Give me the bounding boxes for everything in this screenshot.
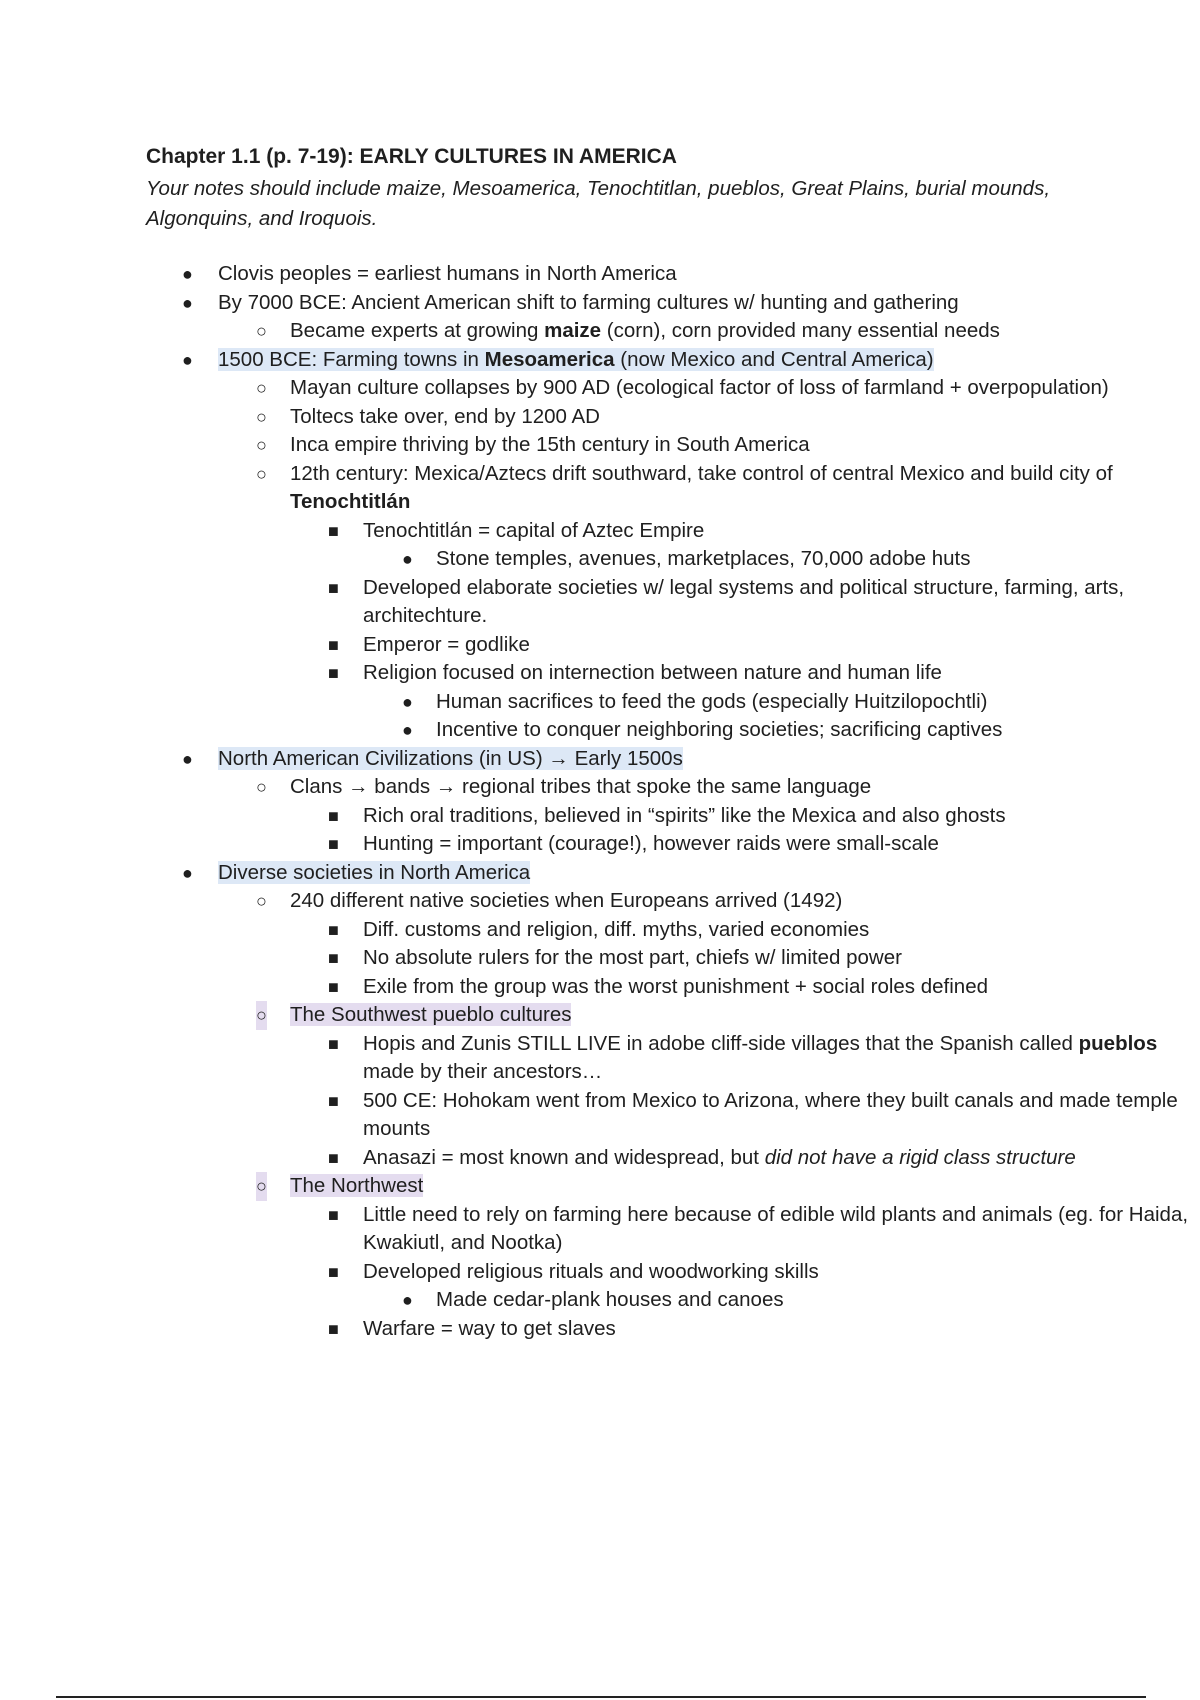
circle-bullet-icon: ○ xyxy=(256,435,267,455)
list-item: ● Clovis peoples = earliest humans in North America xyxy=(0,260,1200,289)
list-item: ■ Anasazi = most known and widespread, but did not have a rigid class structure xyxy=(0,1144,1200,1173)
list-item: ○ 240 different native societies when Europeans arrived (1492) xyxy=(0,887,1200,916)
bullet-icon: ● xyxy=(402,691,413,712)
square-bullet-icon: ■ xyxy=(328,1090,339,1111)
circle-bullet-icon: ○ xyxy=(256,406,267,427)
list-item: ■ Religion focused on internection between nature and human life xyxy=(0,659,1200,688)
square-bullet-icon: ■ xyxy=(328,1033,339,1054)
bullet-icon: ● xyxy=(402,549,413,569)
circle-bullet-icon: ○ xyxy=(256,321,267,341)
list-item: ● Incentive to conquer neighboring societies; sacrificing captives xyxy=(0,716,1200,745)
page-subtitle: Your notes should include maize, Mesoamerica, Tenochtitlan, pueblos, Great Plains, burial mounds, Algonquins, and Iroquois. xyxy=(146,177,1051,230)
highlighted-text: The Southwest pueblo cultures xyxy=(290,1003,572,1026)
list-item: ■ Hopis and Zunis STILL LIVE in adobe cliff-side villages that the Spanish called pueblos made by their ancestors… xyxy=(328,1031,1158,1083)
list-item: ■ No absolute rulers for the most part, chiefs w/ limited power xyxy=(0,944,1200,973)
square-bullet-icon: ■ xyxy=(328,1261,339,1282)
square-bullet-icon: ■ xyxy=(328,1318,339,1339)
list-item: ■ Exile from the group was the worst punishment + social roles defined xyxy=(0,973,1200,1002)
list-item xyxy=(0,745,1200,774)
bottom-divider xyxy=(56,1696,1146,1698)
list-item: ○ Toltecs take over, end by 1200 AD xyxy=(0,403,1200,432)
bullet-icon: ● xyxy=(182,292,193,313)
square-bullet-icon: ■ xyxy=(328,577,339,598)
highlighted-text: North American Civilizations (in US) → Early 1500s xyxy=(218,746,683,770)
list-item xyxy=(0,859,1200,888)
list-item: ■ Hunting = important (courage!), however raids were small-scale xyxy=(0,830,1200,859)
list-item: ● Stone temples, avenues, marketplaces, 70,000 adobe huts xyxy=(0,545,1200,574)
square-bullet-icon: ■ xyxy=(328,1147,339,1168)
square-bullet-icon: ■ xyxy=(328,948,339,968)
circle-bullet-icon: ○ xyxy=(256,378,267,398)
list-item xyxy=(0,346,1200,375)
bullet-icon: ● xyxy=(182,264,193,284)
circle-bullet-icon: ○ xyxy=(256,777,267,797)
list-item: ○ Mayan culture collapses by 900 AD (ecological factor of loss of farmland + overpopulation) xyxy=(0,374,1200,403)
square-bullet-icon: ■ xyxy=(328,834,339,854)
list-item: ● By 7000 BCE: Ancient American shift to farming cultures w/ hunting and gathering xyxy=(0,289,1200,318)
page-title: Chapter 1.1 (p. 7-19): EARLY CULTURES IN AMERICA xyxy=(146,145,677,168)
highlighted-text: The Northwest xyxy=(290,1174,424,1197)
list-item xyxy=(0,1172,1200,1201)
list-item: ■ Diff. customs and religion, diff. myths, varied economies xyxy=(0,916,1200,945)
list-item: ○ Inca empire thriving by the 15th century in South America xyxy=(0,431,1200,460)
bullet-icon: ● xyxy=(402,1290,413,1310)
highlighted-text: 1500 BCE: Farming towns in Mesoamerica (now Mexico and Central America) xyxy=(218,347,934,371)
bullet-icon: ● xyxy=(182,862,193,883)
bullet-icon: ● xyxy=(402,720,413,740)
notes-list xyxy=(0,260,1200,1343)
list-item: ■ Tenochtitlán = capital of Aztec Empire xyxy=(0,517,1200,546)
list-item: ○ Became experts at growing maize (corn), corn provided many essential needs xyxy=(0,317,1200,346)
circle-bullet-icon: ○ xyxy=(256,463,267,484)
list-item: ■ Developed religious rituals and woodworking skills xyxy=(0,1258,1200,1287)
list-item xyxy=(0,1001,1200,1030)
bullet-icon: ● xyxy=(182,748,193,769)
square-bullet-icon: ■ xyxy=(328,663,339,683)
list-item: ● Human sacrifices to feed the gods (especially Huitzilopochtli) xyxy=(0,688,1200,717)
square-bullet-icon: ■ xyxy=(328,976,339,997)
circle-bullet-icon: ○ xyxy=(256,1001,267,1030)
square-bullet-icon: ■ xyxy=(328,1204,339,1225)
list-item: ○ Clans → bands → regional tribes that spoke the same language xyxy=(0,773,1200,802)
list-item: ■ Developed elaborate societies w/ legal systems and political structure, farming, arts, architechture. xyxy=(328,575,1125,627)
bullet-icon: ● xyxy=(182,349,193,370)
list-item: ■ 500 CE: Hohokam went from Mexico to Arizona, where they built canals and made temple mounts xyxy=(328,1088,1178,1140)
list-item: ■ Little need to rely on farming here because of edible wild plants and animals (eg. for Haida, Kwakiutl, and Nootka) xyxy=(328,1202,1189,1254)
list-item: ● Made cedar-plank houses and canoes xyxy=(0,1286,1200,1315)
square-bullet-icon: ■ xyxy=(328,805,339,826)
square-bullet-icon: ■ xyxy=(328,634,339,655)
list-item: ■ Rich oral traditions, believed in “spirits” like the Mexica and also ghosts xyxy=(0,802,1200,831)
circle-bullet-icon: ○ xyxy=(256,891,267,911)
list-item: ○ 12th century: Mexica/Aztecs drift southward, take control of central Mexico and build city of Tenochtitlán xyxy=(256,461,1113,513)
highlighted-text: Diverse societies in North America xyxy=(218,860,531,884)
square-bullet-icon: ■ xyxy=(328,919,339,940)
list-item: ■ Emperor = godlike xyxy=(0,631,1200,660)
square-bullet-icon: ■ xyxy=(328,520,339,541)
list-item: ■ Warfare = way to get slaves xyxy=(0,1315,1200,1344)
circle-bullet-icon: ○ xyxy=(256,1172,267,1201)
